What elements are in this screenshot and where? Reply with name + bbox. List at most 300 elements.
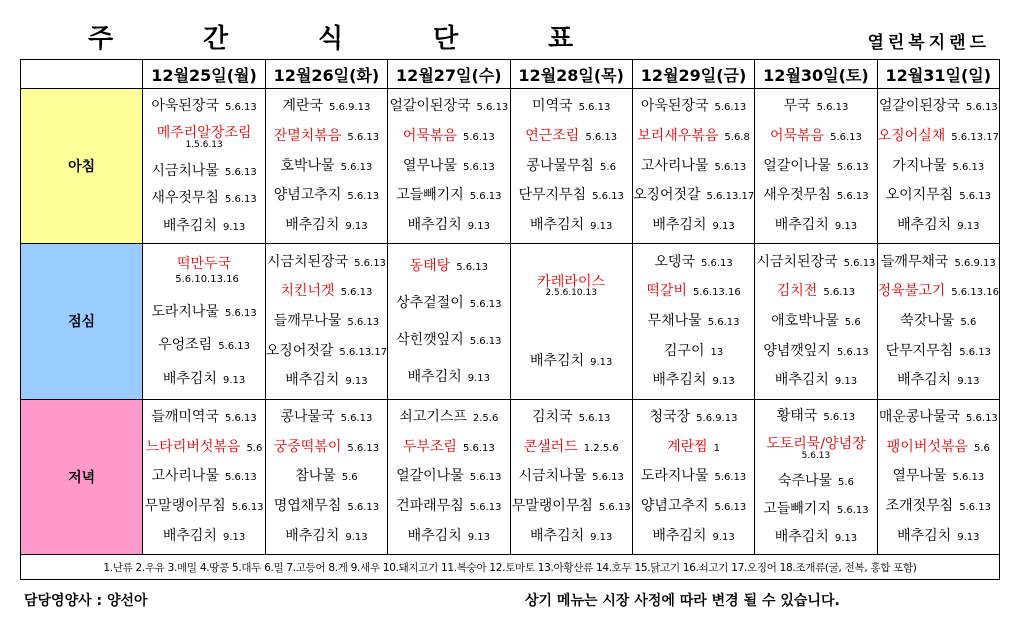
title-char: 식	[318, 24, 344, 54]
allergen-codes: 5.6.13	[456, 261, 488, 273]
legend-row	[21, 555, 1000, 580]
menu-item	[388, 296, 509, 311]
dish-name: 오징어젓갈	[632, 187, 701, 204]
menu-item	[143, 372, 264, 387]
dish-name: 매운콩나물국	[878, 409, 960, 426]
allergen-codes: 5.6.13	[823, 287, 856, 299]
dish-name: 김구이	[663, 342, 705, 359]
allergen-codes: 5.6.13.17	[951, 132, 999, 144]
dish-name: 황태국	[776, 408, 818, 425]
menu-item	[755, 502, 876, 517]
dish-name: 오뎅국	[654, 253, 695, 270]
menu-item	[633, 499, 754, 514]
menu-item	[388, 188, 509, 203]
dish-name: 명엽채무침	[273, 498, 342, 515]
header-row	[21, 60, 1000, 89]
menu-item	[633, 410, 754, 425]
allergen-codes: 5.6.13	[816, 102, 849, 114]
title-char: 간	[203, 24, 229, 54]
menu-item	[511, 275, 632, 299]
menu-cell	[265, 244, 387, 399]
allergen-codes: 5.6.13	[218, 341, 251, 353]
dish-name: 동태탕	[409, 257, 451, 274]
allergen-codes: 5.6.13	[224, 307, 257, 319]
dish-name: 배추김치	[652, 527, 707, 544]
meal-row	[21, 244, 1000, 399]
allergen-codes: 5.6.13	[469, 472, 502, 484]
day-header: 12월31일(일)	[877, 60, 999, 89]
dish-name: 김치전	[776, 283, 818, 300]
dish-name: 배추김치	[774, 528, 829, 545]
allergen-codes: 5.6.13	[224, 194, 257, 206]
menu-item	[878, 529, 999, 544]
dish-name: 배추김치	[530, 217, 585, 234]
allergen-codes: 5.6.13	[959, 502, 992, 514]
dish-name: 잔멸치볶음	[273, 128, 342, 145]
menu-item	[143, 305, 264, 320]
allergen-codes: 5.6.13	[462, 442, 495, 454]
allergen-codes: 5.6.13	[340, 161, 373, 173]
allergen-codes: 5.6.13	[578, 413, 611, 425]
dish-name: 단무지무침	[518, 187, 587, 204]
allergen-codes: 5.6.13	[347, 132, 380, 144]
allergen-codes: 5.6.13	[959, 191, 992, 203]
day-header: 12월25일(월)	[143, 60, 265, 89]
allergen-codes: 5.6.13.17	[339, 346, 388, 358]
menu-table	[20, 59, 1000, 580]
allergen-codes: 9.13	[957, 376, 980, 388]
allergen-codes: 2.5.6	[472, 413, 499, 425]
dish-name: 배추김치	[530, 527, 585, 544]
allergen-codes: 5.6.13	[714, 502, 747, 514]
dish-name: 메주리알장조림	[156, 125, 252, 142]
dish-name: 콩나물무침	[526, 157, 595, 174]
allergen-codes: 5.6.13	[714, 161, 747, 173]
menu-item	[755, 373, 876, 388]
menu-item	[755, 284, 876, 299]
allergen-codes: 5.6.13	[801, 450, 831, 461]
allergen-codes: 9.13	[834, 221, 858, 233]
allergen-codes: 5.6.13	[340, 413, 373, 425]
allergen-codes: 5.6.13.16	[692, 287, 741, 299]
menu-item	[388, 333, 509, 348]
allergen-codes: 5.6.13.17	[706, 191, 755, 203]
menu-item	[266, 440, 387, 455]
allergen-codes: 5.6.13	[959, 346, 992, 358]
dish-name: 아욱된장국	[640, 98, 709, 115]
dish-name: 배추김치	[162, 218, 217, 235]
allergen-codes: 5.6	[960, 317, 977, 329]
allergen-codes: 5.6.13	[347, 317, 380, 329]
menu-item	[388, 410, 509, 425]
dish-name: 가지나물	[892, 157, 947, 174]
dish-name: 어묵볶음	[402, 128, 457, 145]
menu-item	[266, 499, 387, 514]
menu-item	[755, 530, 876, 545]
menu-cell	[877, 89, 999, 244]
menu-cell	[755, 89, 877, 244]
menu-item	[633, 373, 754, 388]
allergen-codes: 5.6.13	[340, 287, 373, 299]
allergen-codes: 2.5.6.10.13	[545, 288, 597, 299]
menu-item	[878, 284, 999, 299]
menu-cell	[388, 399, 510, 554]
dish-name: 콘샐러드	[523, 438, 578, 455]
dish-name: 배추김치	[897, 217, 952, 234]
allergen-codes: 5.6.10.13.16	[175, 274, 239, 286]
allergen-codes: 5.6	[973, 442, 990, 454]
allergen-codes: 9.13	[345, 531, 368, 543]
allergen-codes: 5.6.13	[469, 191, 502, 203]
menu-item	[878, 218, 999, 233]
menu-item	[755, 344, 876, 359]
menu-item	[143, 164, 264, 179]
allergen-codes: 5.6.9.13	[696, 413, 738, 425]
allergen-codes: 5.6.13	[592, 191, 624, 203]
menu-item	[511, 410, 632, 425]
dish-name: 고들빼기지	[763, 500, 831, 517]
menu-item	[633, 314, 754, 329]
menu-item	[266, 410, 387, 425]
meal-row	[21, 399, 1000, 554]
allergen-codes: 9.13	[590, 221, 613, 233]
allergen-codes: 5.6.13	[585, 132, 618, 144]
title-char: 표	[548, 24, 574, 54]
dish-name: 카레라이스	[537, 273, 605, 290]
allergen-codes: 5.6.13	[836, 504, 869, 516]
corner-cell	[21, 60, 143, 89]
menu-item	[388, 370, 509, 385]
nutritionist-label: 담당영양사 : 양선아	[24, 593, 148, 609]
dish-name: 조개젓무침	[885, 498, 954, 515]
allergen-codes: 5.6	[600, 161, 616, 173]
menu-item	[633, 255, 754, 270]
dish-name: 들깨미역국	[151, 409, 219, 426]
page-title	[60, 18, 620, 54]
menu-item	[878, 314, 999, 329]
dish-name: 숙주나물	[777, 473, 833, 490]
menu-body	[21, 89, 1000, 555]
menu-cell	[877, 244, 999, 399]
menu-item	[143, 469, 264, 484]
meal-label: 점심	[21, 244, 143, 399]
allergen-codes: 5.6.13	[469, 335, 502, 347]
dish-name: 새우젓무침	[151, 190, 219, 207]
allergen-codes: 9.13	[345, 221, 368, 233]
dish-name: 배추김치	[652, 372, 707, 389]
menu-item	[388, 529, 509, 544]
allergen-codes: 5.6.13	[836, 191, 869, 203]
menu-item	[266, 218, 387, 233]
menu-item	[266, 529, 387, 544]
allergen-codes: 5.6.13	[707, 317, 740, 329]
dish-name: 미역국	[531, 98, 573, 115]
allergen-codes: 5.6.13	[965, 413, 998, 425]
allergen-codes: 5.6.13	[952, 161, 985, 173]
dish-name: 애호박나물	[771, 313, 839, 330]
allergen-codes: 9.13	[957, 531, 980, 543]
dish-name: 배추김치	[897, 527, 952, 544]
dish-name: 배추김치	[407, 527, 462, 544]
menu-item	[878, 344, 999, 359]
dish-name: 상추겉절이	[396, 294, 464, 311]
allergen-codes: 5.6.13	[469, 502, 502, 514]
dish-name: 양념고추지	[273, 187, 342, 204]
allergen-codes: 9.13	[467, 372, 490, 384]
dish-name: 들깨무나물	[273, 313, 342, 330]
allergen-codes: 9.13	[957, 221, 980, 233]
allergen-codes: 9.13	[834, 532, 858, 544]
menu-cell	[143, 399, 265, 554]
dish-name: 아욱된장국	[151, 97, 219, 114]
allergen-codes: 5.6.13	[836, 161, 869, 173]
menu-item	[755, 409, 876, 424]
allergen-codes: 5.6.13	[952, 472, 985, 484]
allergen-codes: 5.6.13	[830, 132, 862, 144]
allergen-codes: 13	[710, 346, 724, 358]
dish-name: 오징어젓갈	[265, 342, 334, 359]
day-header: 12월26일(화)	[265, 60, 387, 89]
dish-name: 도라지나물	[151, 303, 219, 320]
menu-cell	[755, 399, 877, 554]
menu-item	[143, 410, 264, 425]
allergen-codes: 9.13	[834, 376, 858, 388]
dish-name: 배추김치	[897, 372, 952, 389]
dish-name: 배추김치	[285, 372, 340, 389]
dish-name: 치킨너겟	[280, 283, 335, 300]
allergen-codes: 5.6.13	[700, 257, 733, 269]
allergen-codes: 5.6.13	[347, 442, 380, 454]
dish-name: 호박나물	[280, 157, 335, 174]
menu-cell	[877, 399, 999, 554]
allergen-codes: 9.13	[590, 356, 613, 368]
dish-name: 떡만두국	[177, 255, 232, 272]
dish-name: 어묵볶음	[769, 128, 825, 145]
allergen-codes: 5.6.13	[965, 102, 998, 114]
allergen-codes: 5.6.13	[354, 257, 386, 269]
menu-item	[266, 469, 387, 484]
dish-name: 도토리묵/양념장	[766, 435, 866, 452]
menu-item	[143, 191, 264, 206]
menu-item	[755, 129, 876, 144]
menu-cell	[265, 89, 387, 244]
menu-item	[511, 218, 632, 233]
allergen-codes: 9.13	[467, 221, 490, 233]
menu-item	[143, 99, 264, 114]
dish-name: 배추김치	[407, 368, 462, 385]
menu-item	[266, 284, 387, 299]
day-header: 12월28일(목)	[510, 60, 632, 89]
menu-item	[633, 529, 754, 544]
dish-name: 계란국	[282, 98, 324, 115]
dish-name: 삭힌깻잎지	[396, 331, 464, 348]
menu-item	[755, 255, 876, 270]
menu-cell	[632, 89, 754, 244]
menu-cell	[388, 89, 510, 244]
menu-item	[878, 373, 999, 388]
allergen-codes: 5.6.13.16	[951, 287, 999, 299]
allergen-codes: 9.13	[222, 222, 246, 234]
allergen-codes: 5.6.13	[347, 502, 380, 514]
dish-name: 시금치나물	[518, 468, 587, 485]
menu-cell	[510, 89, 632, 244]
menu-item	[878, 469, 999, 484]
allergen-codes: 5.6.13	[347, 191, 380, 203]
dish-name: 고사리나물	[151, 468, 219, 485]
menu-item	[755, 474, 876, 489]
allergen-codes: 5.6.13	[469, 298, 502, 310]
dish-name: 양념고추지	[640, 498, 709, 515]
menu-cell	[143, 89, 265, 244]
dish-name: 건파래무침	[396, 498, 464, 515]
dish-name: 쇠고기스프	[399, 409, 467, 426]
allergen-codes: 5.6.13	[224, 472, 257, 484]
menu-item	[511, 129, 632, 144]
day-header: 12월29일(금)	[632, 60, 754, 89]
menu-item	[266, 255, 387, 270]
menu-item	[878, 440, 999, 455]
menu-cell	[143, 244, 265, 399]
dish-name: 보리새우볶음	[637, 128, 719, 145]
allergen-codes: 9.13	[222, 531, 246, 543]
menu-cell	[388, 244, 510, 399]
dish-name: 배추김치	[774, 217, 829, 234]
menu-cell	[510, 399, 632, 554]
allergen-codes: 5.6.13	[462, 161, 495, 173]
dish-name: 쑥갓나물	[900, 313, 955, 330]
menu-cell	[632, 399, 754, 554]
allergen-codes: 5.6.13	[578, 102, 611, 114]
menu-cell	[265, 399, 387, 554]
dish-name: 얼갈이된장국	[878, 98, 960, 115]
dish-name: 두부조림	[402, 438, 457, 455]
menu-item	[511, 188, 632, 203]
dish-name: 시금치된장국	[756, 253, 838, 270]
menu-item	[143, 338, 264, 353]
change-notice: 상기 메뉴는 시장 사정에 따라 변경 될 수 있습니다.	[525, 593, 840, 609]
dish-name: 배추김치	[407, 217, 462, 234]
dish-name: 무말랭이무침	[144, 498, 226, 515]
dish-name: 배추김치	[530, 352, 585, 369]
menu-item	[511, 99, 632, 114]
menu-item	[633, 284, 754, 299]
allergen-codes: 9.13	[345, 376, 368, 388]
dish-name: 오징어실채	[877, 128, 946, 145]
menu-item	[266, 344, 387, 359]
dish-name: 열무나물	[892, 468, 947, 485]
dish-name: 청국장	[649, 409, 691, 426]
dish-name: 정육불고기	[877, 283, 946, 300]
allergen-codes: 5.6.13	[224, 166, 257, 178]
menu-item	[143, 257, 264, 286]
menu-item	[878, 159, 999, 174]
menu-item	[633, 469, 754, 484]
day-header: 12월30일(토)	[755, 60, 877, 89]
menu-item	[511, 529, 632, 544]
menu-item	[143, 499, 264, 514]
dish-name: 무국	[783, 98, 811, 115]
title-char: 주	[88, 24, 114, 54]
dish-name: 배추김치	[652, 217, 707, 234]
dish-name: 팽이버섯볶음	[886, 438, 968, 455]
dish-name: 배추김치	[285, 217, 340, 234]
menu-item	[266, 129, 387, 144]
allergen-codes: 5.6.13	[231, 502, 264, 514]
dish-name: 연근조림	[525, 128, 580, 145]
menu-item	[511, 499, 632, 514]
menu-item	[388, 99, 509, 114]
menu-item	[878, 255, 999, 270]
dish-name: 느타리버섯볶음	[145, 438, 241, 455]
menu-item	[266, 99, 387, 114]
menu-item	[266, 373, 387, 388]
allergen-codes: 9.13	[222, 374, 246, 386]
menu-item	[755, 159, 876, 174]
menu-item	[633, 344, 754, 359]
allergen-codes: 5.6.13	[843, 257, 876, 269]
dish-name: 궁중떡볶이	[273, 438, 342, 455]
menu-item	[266, 159, 387, 174]
menu-item	[878, 188, 999, 203]
menu-item	[388, 129, 509, 144]
dish-name: 단무지무침	[885, 342, 954, 359]
menu-item	[878, 410, 999, 425]
menu-item	[511, 469, 632, 484]
menu-item	[755, 99, 876, 114]
title-char: 단	[433, 24, 459, 54]
org-name: 열린복지랜드	[867, 33, 990, 53]
allergen-codes: 5.6	[341, 472, 358, 484]
dish-name: 들깨무채국	[880, 253, 949, 270]
meal-row	[21, 89, 1000, 244]
menu-cell	[755, 244, 877, 399]
allergen-codes: 1	[713, 442, 721, 454]
allergen-codes: 5.6.9.13	[329, 102, 371, 114]
menu-item	[633, 188, 754, 203]
allergen-codes: 9.13	[712, 531, 735, 543]
allergen-codes: 5.6.8	[724, 132, 750, 144]
dish-name: 참나물	[295, 468, 336, 485]
dish-name: 오이지무침	[885, 187, 954, 204]
menu-item	[878, 99, 999, 114]
dish-name: 김치국	[531, 409, 573, 426]
allergen-codes: 5.6	[246, 442, 263, 454]
dish-name: 우엉조림	[158, 337, 213, 354]
menu-item	[755, 188, 876, 203]
meal-label: 아침	[21, 89, 143, 244]
allergen-codes: 5.6.13	[823, 412, 856, 424]
dish-name: 얼갈이나물	[396, 468, 464, 485]
menu-item	[633, 440, 754, 455]
allergen-codes: 1.2.5.6	[583, 442, 619, 454]
allergen-codes: 5.6.13	[462, 132, 495, 144]
dish-name: 배추김치	[162, 527, 217, 544]
allergen-codes: 5.6.13	[598, 502, 631, 514]
menu-item	[388, 469, 509, 484]
menu-item	[388, 259, 509, 274]
allergen-codes: 5.6.13	[714, 102, 747, 114]
menu-cell	[632, 244, 754, 399]
dish-name: 새우젓무침	[763, 187, 831, 204]
menu-item	[755, 314, 876, 329]
allergen-codes: 5.6.9.13	[954, 257, 996, 269]
allergen-codes: 9.13	[712, 221, 735, 233]
allergen-codes: 9.13	[467, 531, 490, 543]
menu-item	[143, 440, 264, 455]
menu-item	[511, 440, 632, 455]
allergen-codes: 5.6.13	[224, 413, 257, 425]
dish-name: 무채나물	[647, 313, 702, 330]
